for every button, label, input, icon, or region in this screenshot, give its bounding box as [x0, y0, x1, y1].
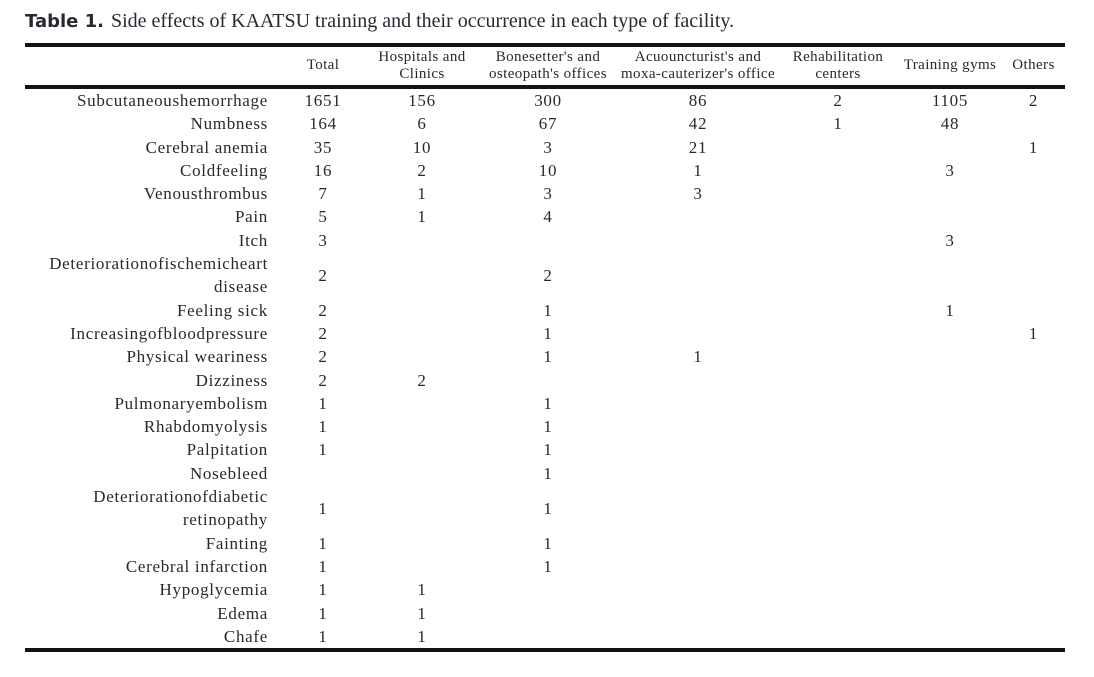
- cell-bonesetters: 1: [543, 498, 553, 518]
- cell-hospitals-clinics: 1: [417, 580, 427, 600]
- table-caption: [25, 8, 734, 35]
- column-header-acupuncturists-moxa: Acuouncturist's and moxa-cauterizer's office: [620, 48, 776, 82]
- row-label: Physical weariness: [126, 347, 268, 367]
- table-row: [25, 369, 1065, 392]
- cell-bonesetters: 2: [543, 265, 553, 285]
- row-label: Pulmonaryembolism: [114, 393, 268, 413]
- row-label: Venousthrombus: [143, 184, 268, 204]
- cell-bonesetters: 4: [543, 207, 553, 227]
- table-row: [25, 532, 1065, 555]
- row-label: Pain: [234, 207, 268, 227]
- cell-acupuncturists: 1: [693, 160, 703, 180]
- row-label: Deteriorationofischemicheart disease: [49, 254, 268, 297]
- table-row: [25, 462, 1065, 485]
- cell-hospitals-clinics: 10: [412, 137, 432, 157]
- table-row: [25, 89, 1065, 112]
- cell-total: 7: [318, 184, 328, 204]
- row-label: Palpitation: [186, 440, 268, 460]
- table-row: [25, 625, 1065, 648]
- row-label: Feeling sick: [176, 300, 268, 320]
- cell-total: 1: [318, 556, 328, 576]
- table-row: [25, 229, 1065, 252]
- cell-total: 2: [318, 300, 328, 320]
- cell-total: 2: [318, 347, 328, 367]
- cell-total: 1: [318, 393, 328, 413]
- table-body: [25, 89, 1065, 648]
- row-label: Rhabdomyolysis: [143, 417, 268, 437]
- cell-others: 2: [1028, 91, 1039, 110]
- cell-training-gyms: 1: [945, 300, 955, 320]
- row-label: Deteriorationofdiabetic retinopathy: [93, 487, 268, 530]
- row-label: Cerebral anemia: [145, 137, 268, 157]
- cell-total: 1: [318, 603, 328, 623]
- cell-training-gyms: 3: [945, 160, 955, 180]
- cell-total: 1651: [304, 91, 342, 110]
- row-label: Cerebral infarction: [125, 556, 268, 576]
- cell-hospitals-clinics: 1: [417, 184, 427, 204]
- cell-total: 1: [318, 417, 328, 437]
- table-row: [25, 299, 1065, 322]
- row-label: Edema: [217, 603, 268, 623]
- cell-bonesetters: 1: [543, 556, 553, 576]
- cell-bonesetters: 1: [543, 417, 553, 437]
- table-row: [25, 602, 1065, 625]
- cell-training-gyms: 1105: [931, 91, 969, 110]
- cell-total: 2: [318, 265, 328, 285]
- column-header-training-gyms: Training gyms: [903, 57, 997, 74]
- cell-total: 1: [318, 533, 328, 553]
- cell-bonesetters: 3: [543, 184, 553, 204]
- row-label: Nosebleed: [189, 463, 268, 483]
- table-header-row: [25, 43, 1065, 89]
- table-row: [25, 438, 1065, 461]
- column-header-side-effect: [25, 65, 280, 67]
- table-caption-text: Side effects of KAATSU training and their occurrence in each type of facility.: [111, 10, 735, 32]
- row-label: Subcutaneoushemorrhage: [76, 91, 268, 110]
- cell-bonesetters: 300: [534, 91, 562, 110]
- cell-bonesetters: 1: [543, 393, 553, 413]
- cell-others: 1: [1028, 323, 1039, 343]
- cell-training-gyms: 48: [940, 114, 960, 134]
- cell-total: 1: [318, 580, 328, 600]
- column-header-others: Others: [1012, 57, 1055, 74]
- table-row: [25, 159, 1065, 182]
- column-header-hospitals-clinics: Hospitals and Clinics: [378, 48, 466, 82]
- side-effects-table: [25, 43, 1065, 652]
- table-row: [25, 322, 1065, 345]
- cell-bonesetters: 1: [543, 323, 553, 343]
- cell-hospitals-clinics: 6: [417, 114, 427, 134]
- table-row: [25, 485, 1065, 532]
- cell-bonesetters: 10: [538, 160, 558, 180]
- table-row: [25, 205, 1065, 228]
- row-label: Increasingofbloodpressure: [70, 323, 268, 343]
- table-row: [25, 415, 1065, 438]
- row-label: Dizziness: [195, 370, 268, 390]
- cell-others: 1: [1028, 137, 1039, 157]
- cell-bonesetters: 3: [543, 137, 553, 157]
- cell-rehabilitation: 1: [833, 114, 843, 134]
- table-row: [25, 578, 1065, 601]
- cell-bonesetters: 1: [543, 347, 553, 367]
- table-row: [25, 555, 1065, 578]
- table-caption-label: Table 1.: [25, 11, 104, 32]
- cell-acupuncturists: 3: [693, 184, 703, 204]
- cell-training-gyms: 3: [945, 230, 955, 250]
- cell-total: 1: [318, 498, 328, 518]
- row-label: Fainting: [205, 533, 268, 553]
- table-row: [25, 392, 1065, 415]
- cell-acupuncturists: 86: [688, 91, 708, 110]
- cell-bonesetters: 1: [543, 533, 553, 553]
- cell-acupuncturists: 1: [693, 347, 703, 367]
- cell-hospitals-clinics: 2: [417, 160, 427, 180]
- table-row: [25, 112, 1065, 135]
- cell-total: 16: [313, 160, 333, 180]
- cell-hospitals-clinics: 1: [417, 626, 427, 646]
- cell-total: 5: [318, 207, 328, 227]
- cell-bonesetters: 1: [543, 300, 553, 320]
- cell-bonesetters: 67: [538, 114, 558, 134]
- cell-total: 3: [318, 230, 328, 250]
- cell-total: 164: [309, 114, 337, 134]
- column-header-bonesetters-osteopaths: Bonesetter's and osteopath's offices: [489, 48, 607, 82]
- cell-total: 1: [318, 626, 328, 646]
- column-header-total: Total: [306, 57, 340, 74]
- cell-hospitals-clinics: 1: [417, 207, 427, 227]
- cell-bonesetters: 1: [543, 440, 553, 460]
- column-header-rehabilitation-centers: Rehabilitation centers: [792, 48, 884, 82]
- cell-total: 1: [318, 440, 328, 460]
- cell-hospitals-clinics: 2: [417, 370, 427, 390]
- table-row: [25, 252, 1065, 299]
- table-row: [25, 182, 1065, 205]
- row-label: Hypoglycemia: [159, 580, 268, 600]
- cell-rehabilitation: 2: [833, 91, 843, 110]
- cell-total: 2: [318, 323, 328, 343]
- cell-acupuncturists: 21: [688, 137, 708, 157]
- cell-total: 2: [318, 370, 328, 390]
- cell-acupuncturists: 42: [688, 114, 708, 134]
- row-label: Chafe: [223, 626, 268, 646]
- cell-hospitals-clinics: 156: [408, 91, 436, 110]
- cell-bonesetters: 1: [543, 463, 553, 483]
- row-label: Coldfeeling: [180, 160, 268, 180]
- row-label: Numbness: [190, 114, 268, 134]
- row-label: Itch: [238, 230, 268, 250]
- cell-total: 35: [313, 137, 333, 157]
- table-row: [25, 345, 1065, 368]
- cell-hospitals-clinics: 1: [417, 603, 427, 623]
- table-row: [25, 136, 1065, 159]
